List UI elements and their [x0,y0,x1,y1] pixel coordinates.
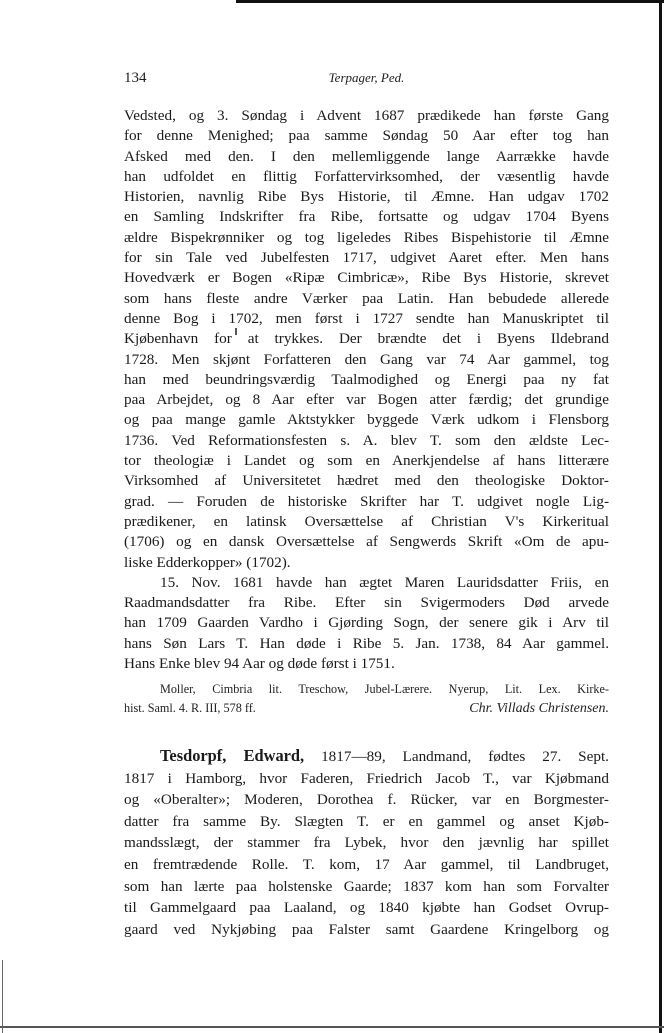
scan-edge-left [2,960,3,1033]
text-line: liske Edderkopper» (1702). [124,553,291,571]
text-line: Kjøbenhavn for at trykkes. Der brændte det i Byens Ildebrand [124,330,609,348]
page-number: 134 [124,70,147,86]
references-line: Moller, Cimbria lit. Treschow, Jubel-Lærere. Nyerup, Lit. Lex. Kirke- [160,682,609,696]
scan-edge-bottom [0,1026,664,1028]
text-line: Afsked med den. I den mellemliggende lange Aarrække havde [124,147,609,165]
text-line: Raadmandsdatter fra Ribe. Efter sin Svigermoders Død arvede [124,594,609,612]
text-line: som han lærte paa holstenske Gaarde; 1837 kom han som Forvalter [124,877,609,895]
text-line: han 1709 Gaarden Vardho i Gjørding Sogn, der senere gik i Arv til [124,614,609,632]
text-line: Hovedværk er Bogen «Ripæ Cimbricæ», Ribe Bys Historie, skrevet [124,269,609,287]
text-line: til Gammelgaard paa Laaland, og 1840 kjøbte han Godset Ovrup- [124,899,609,917]
text-line: denne Bog i 1702, men først i 1727 sendte han Manuskriptet til [124,309,609,327]
running-head: Terpager, Ped. [328,70,405,85]
text-line: ældre Bispekrønniker og tog ligeledes Ribes Bispehistorie til Æmne [124,228,609,246]
entry-headword: Tesdorpf, Edward, [160,746,305,765]
text-line: (1706) og en dansk Oversættelse af Sengwerds Skrift «Om de apu- [124,533,609,551]
text-line: prædikener, en latinsk Oversættelse af Christian V's Kirkeritual [124,512,609,530]
references-line: hist. Saml. 4. R. III, 578 ff. [124,701,256,715]
text-line: og «Oberalter»; Moderen, Dorothea f. Rücker, var en Borgmester- [124,791,609,809]
text-line: han udfoldet en flittig Forfattervirksomhed, der væsentlig havde [124,167,609,185]
scan-edge-top [236,0,664,3]
text-line: Virksomhed af Universitetet hædret med den theologiske Doktor- [124,472,609,490]
text-line: mandsslægt, der stammer fra Lybek, hvor den jævnlig har spillet [124,834,609,852]
text-line: en Samling Indskrifter fra Ribe, fortsatte og udgav 1704 Byens [124,208,609,226]
text-line: grad. — Foruden de historiske Skrifter har T. udgivet nogle Lig- [124,492,609,510]
scan-edge-right [659,0,662,1033]
text-line: Historien, navnlig Ribe Bys Historie, til Æmne. Han udgav 1702 [124,188,609,206]
page-header [124,70,609,94]
text-line: og paa mange gamle Aktstykker byggede Værk udkom i Flensborg [124,411,609,429]
entry-tesdorpf-body [124,745,609,940]
text-line: paa Arbejdet, og 8 Aar efter var Bogen atter færdig; det grundige [124,391,609,409]
text-line: gaard ved Nykjøbing paa Falster samt Gaardene Kringelborg og [124,920,609,938]
entry-first-line [124,745,609,768]
text-line: 1728. Men skjønt Forfatteren den Gang var 74 Aar gammel, tog [124,350,609,368]
author-signature: Chr. Villads Christensen. [469,701,609,716]
text-line: Vedsted, og 3. Søndag i Advent 1687 prædikede han første Gang [124,107,609,124]
text-line: Hans Enke blev 94 Aar og døde først i 1751. [124,655,395,673]
text-line: hans Søn Lars T. Han døde i Ribe 5. Jan. 1738, 84 Aar gammel. [124,634,609,652]
text-line: en fremtrædende Rolle. T. kom, 17 Aar gammel, til Landbruget, [124,855,609,873]
text-line: 1817 i Hamborg, hvor Faderen, Friedrich Jacob T., var Kjøbmand [124,769,609,787]
text-line: for sin Tale ved Jubelfesten 1717, udgivet Aaret efter. Men hans [124,249,609,267]
entry-first-line-text: 1817—89, Landmand, fødtes 27. Sept. [304,748,609,765]
text-line: tor theologiæ i Landet og som en Anerkjendelse af hans litterære [124,452,609,470]
references [124,680,609,718]
text-line: han med beundringsværdig Taalmodighed og Energi paa ny fat [124,370,609,388]
references-line-with-author [124,699,609,718]
text-line: som hans fleste andre Værker paa Latin. Han bebudede allerede [124,289,609,307]
entry-terpager-body [124,106,609,674]
text-line: for denne Menighed; paa samme Søndag 50 Aar efter tog han [124,127,609,145]
text-line: 1736. Ved Reformationsfesten s. A. blev T. som den ældste Lec- [124,431,609,449]
text-line: datter fra samme By. Slægten T. er en gammel og anset Kjøb- [124,812,609,830]
paragraph-first-line: 15. Nov. 1681 havde han ægtet Maren Lauridsdatter Friis, en [160,573,609,591]
